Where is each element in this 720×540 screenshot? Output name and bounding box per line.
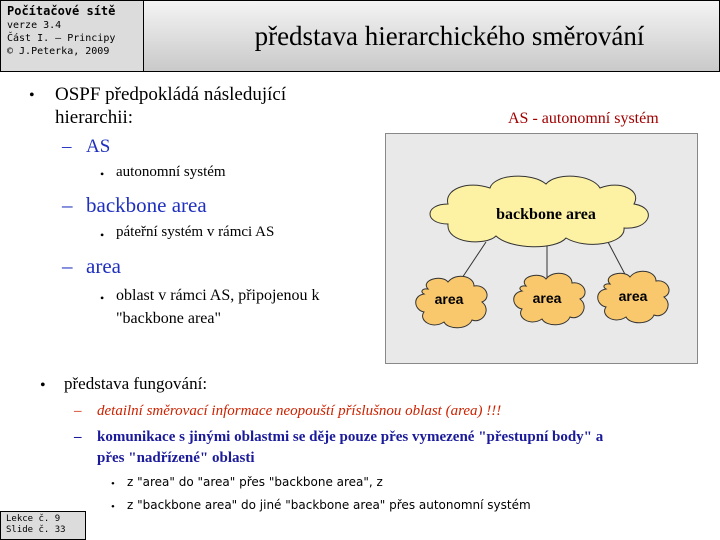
red-note: detailní směrovací informace neopouští příslušnou oblast (area) !!! bbox=[97, 403, 502, 419]
title-bar bbox=[144, 0, 720, 72]
hierarchy-svg bbox=[386, 134, 699, 365]
small-bullet-icon: • bbox=[100, 228, 105, 242]
as-label: AS bbox=[86, 136, 111, 157]
backbone-cloud bbox=[430, 176, 648, 247]
dash-icon: – bbox=[74, 403, 82, 419]
slide-number: Slide č. 33 bbox=[6, 525, 66, 535]
dash-icon: – bbox=[62, 254, 73, 278]
dash-icon: – bbox=[62, 136, 72, 157]
blue-note-line2: přes "nadřízené" oblasti bbox=[97, 450, 255, 466]
area-cloud bbox=[416, 276, 487, 328]
bullet-dot-icon: • bbox=[40, 377, 46, 394]
course-author: © J.Peterka, 2009 bbox=[7, 46, 110, 57]
bullet-functioning: představa fungování: bbox=[64, 374, 208, 393]
sub-bullet-2: z "backbone area" do jiné "backbone area" přes autonomní systém bbox=[127, 498, 531, 512]
backbone-cloud-label: backbone area bbox=[496, 206, 596, 223]
bullet-ospf-line1: OSPF předpokládá následující bbox=[55, 84, 287, 105]
diagram-caption: AS - autonomní systém bbox=[508, 110, 659, 127]
course-name: Počítačové sítě bbox=[7, 4, 116, 18]
course-part: Část I. – Principy bbox=[7, 33, 116, 44]
dash-icon: – bbox=[62, 193, 73, 217]
small-bullet-icon: • bbox=[100, 291, 105, 305]
area-description-line2: "backbone area" bbox=[116, 310, 221, 327]
area-cloud-label-3: area bbox=[618, 288, 648, 304]
sub-bullet-1: z "area" do "area" přes "backbone area", z bbox=[127, 475, 383, 489]
area-cloud-label-2: area bbox=[532, 290, 562, 306]
area-cloud bbox=[514, 273, 585, 325]
slide-footer bbox=[0, 511, 86, 540]
backbone-description: páteřní systém v rámci AS bbox=[116, 224, 275, 240]
slide-title: představa hierarchického směrování bbox=[254, 20, 645, 51]
course-info-box bbox=[0, 0, 144, 72]
small-bullet-icon: • bbox=[111, 478, 115, 490]
as-description: autonomní systém bbox=[116, 164, 226, 180]
area-cloud-label-1: area bbox=[434, 291, 464, 307]
small-bullet-icon: • bbox=[100, 167, 105, 181]
area-description-line1: oblast v rámci AS, připojenou k bbox=[116, 287, 320, 304]
dash-icon: – bbox=[74, 429, 82, 445]
bullet-dot-icon: • bbox=[29, 87, 35, 104]
bullet-ospf-line2: hierarchii: bbox=[55, 107, 134, 128]
course-version: verze 3.4 bbox=[7, 20, 62, 31]
blue-note-line1: komunikace s jinými oblastmi se děje pouze přes vymezené "přestupní body" a bbox=[97, 429, 604, 445]
as-diagram bbox=[385, 133, 698, 364]
lesson-number: Lekce č. 9 bbox=[6, 514, 61, 524]
area-label: area bbox=[86, 254, 121, 278]
area-cloud bbox=[598, 271, 669, 323]
small-bullet-icon: • bbox=[111, 501, 115, 513]
backbone-label: backbone area bbox=[86, 193, 207, 217]
